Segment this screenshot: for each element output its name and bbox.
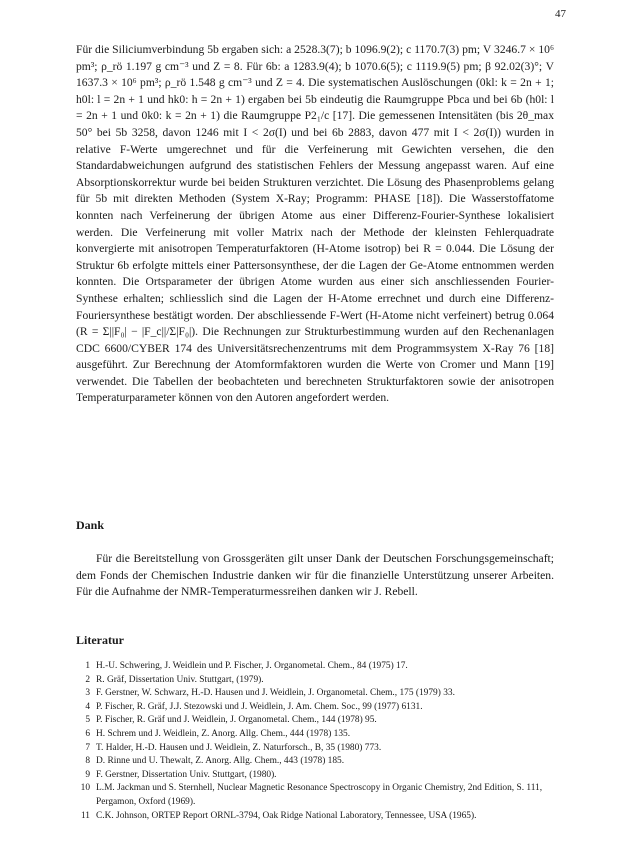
- reference-number: 10: [80, 783, 90, 794]
- reference-item: [76, 782, 556, 809]
- reference-text: P. Fischer, R. Gräf, J.J. Stezowski und J. Weidlein, J. Am. Chem. Soc., 99 (1977) 6131.: [96, 701, 423, 712]
- reference-text: F. Gerstner, Dissertation Univ. Stuttgart, (1980).: [96, 769, 277, 780]
- dank-heading: Dank: [76, 518, 105, 532]
- acknowledgement-paragraph: Für die Bereitstellung von Grossgeräten gilt unser Dank der Deutschen Forschungsgemeinschaft; dem Fonds der Chemischen Industrie danken wir für die finanzielle Unterstützung unserer Arbeiten. Für die Aufnahme der NMR-Temperaturmessreihen danken wir J. Rebell.: [76, 552, 554, 599]
- reference-number: 11: [80, 810, 90, 821]
- reference-text: H.-U. Schwering, J. Weidlein und P. Fischer, J. Organometal. Chem., 84 (1975) 17.: [96, 661, 408, 671]
- reference-number: 8: [85, 756, 90, 767]
- reference-number: 6: [85, 728, 90, 739]
- reference-number: 3: [85, 688, 90, 699]
- reference-item: [76, 687, 556, 701]
- reference-item: [76, 714, 556, 728]
- reference-number: 9: [85, 769, 90, 780]
- reference-item: [76, 728, 556, 742]
- reference-number: 2: [85, 674, 90, 685]
- reference-text: R. Gräf, Dissertation Univ. Stuttgart, (1979).: [96, 674, 264, 685]
- reference-number: 5: [85, 715, 90, 726]
- reference-item: [76, 674, 556, 688]
- reference-list: [76, 660, 556, 823]
- reference-text: L.M. Jackman und S. Sternhell, Nuclear Magnetic Resonance Spectroscopy in Organic Chemistry, 2nd Edition, S. 111, Pergamon, Oxford (1969).: [96, 783, 543, 807]
- reference-text: F. Gerstner, W. Schwarz, H.-D. Hausen und J. Weidlein, J. Organometal. Chem., 175 (1979) 33.: [96, 688, 455, 699]
- reference-text: D. Rinne und U. Thewalt, Z. Anorg. Allg. Chem., 443 (1978) 185.: [96, 756, 345, 767]
- acknowledgement-block: [76, 551, 554, 601]
- reference-item: [76, 755, 556, 769]
- reference-text: T. Halder, H.-D. Hausen und J. Weidlein, Z. Naturforsch., B, 35 (1980) 773.: [96, 742, 382, 753]
- reference-item: [76, 701, 556, 715]
- page-number: 47: [555, 8, 566, 20]
- literatur-heading: Literatur: [76, 633, 124, 647]
- reference-item: [76, 660, 556, 674]
- reference-text: P. Fischer, R. Gräf und J. Weidlein, J. Organometal. Chem., 144 (1978) 95.: [96, 715, 377, 726]
- reference-number: 4: [85, 701, 90, 712]
- reference-number: 1: [85, 661, 90, 671]
- body-text-block: [76, 42, 554, 407]
- reference-item: [76, 742, 556, 756]
- reference-text: C.K. Johnson, ORTEP Report ORNL-3794, Oak Ridge National Laboratory, Tennessee, USA (1965).: [96, 810, 477, 821]
- reference-number: 7: [85, 742, 90, 753]
- body-paragraph: Für die Siliciumverbindung 5b ergaben sich: a 2528.3(7); b 1096.9(2); c 1170.7(3) pm; V 3246.7 × 10⁶ pm³; ρ_rö 1.197 g cm⁻³ und Z = 8. Für 6b: a 1283.9(4); b 1070.6(5); c 1119.9(5) pm; β 92.02(3)°; V 1637.3 × 10⁶ pm³; ρ_rö 1.548 g cm⁻³ und Z = 4. Die systematischen Auslöschungen (0kl: k = 2n + 1; h0l: l = 2n + 1 und hk0: h = 2n + 1) ergaben bei 5b eindeutig die Raumgruppe Pbca und bei 6b (h0l: l = 2n + 1 und 0k0: k = 2n + 1) die Raumgruppe P2₁/c [17]. Die gemessenen Intensitäten (bis 2θ_max 50° bei 5b 3258, davon 1246 mit I < 2σ(I) und bei 6b 2883, davon 477 mit I < 2σ(I)) wurden in relative F-Werte umgerechnet und für die Verfeinerung mit Gewichten versehen, die den Standardabweichungen aufgrund des statistischen Fehlers der Messung angepasst waren. Auf eine Absorptionskorrektur wurde bei beiden Strukturen verzichtet. Die Lösung des Phasenproblems gelang für 5b mit direkten Methoden (System X-Ray; Programm: PHASE [18]). Die Wasserstoffatome konnten nach Verfeinerung der übrigen Atome aus einer Differenz-Fourier-Synthese lokalisiert werden. Die Verfeinerung mit voller Matrix nach der Methode der kleinsten Fehlerquadrate konvergierte mit anisotropen Temperaturfaktoren (H-Atome isotrop) bei R = 0.044. Die Lösung der Struktur 6b erfolgte mittels einer Pattersonsynthese, der die Lagen der Ge-Atome entnommen werden konnten. Die Ortsparameter der übrigen Atome wurden aus einer sich anschliessenden Fourier-Synthese erhalten; schliesslich sind die Lagen der H-Atome errechnet und durch eine Differenz-Fouriersynthese bestätigt worden. Der abschliessende F-Wert (H-Atome nicht verfeinert) betrug 0.064 (R = Σ||F₀| − |F_c||/Σ|F₀|). Die Rechnungen zur Strukturbestimmung wurden auf den Rechenanlagen CDC 6600/CYBER 174 des Universitätsrechenzentrums mit dem Programmsystem X-Ray 76 [18] ausgeführt. Zur Berechnung der Atomformfaktoren wurden die Werte von Cromer und Mann [19] verwendet. Die Tabellen der beobachteten und berechneten Strukturfaktoren sowie der anisotropen Temperaturparameter können von den Autoren angefordert werden.: [76, 43, 554, 405]
- reference-item: [76, 810, 556, 824]
- reference-item: [76, 769, 556, 783]
- reference-text: H. Schrem und J. Weidlein, Z. Anorg. Allg. Chem., 444 (1978) 135.: [96, 728, 351, 739]
